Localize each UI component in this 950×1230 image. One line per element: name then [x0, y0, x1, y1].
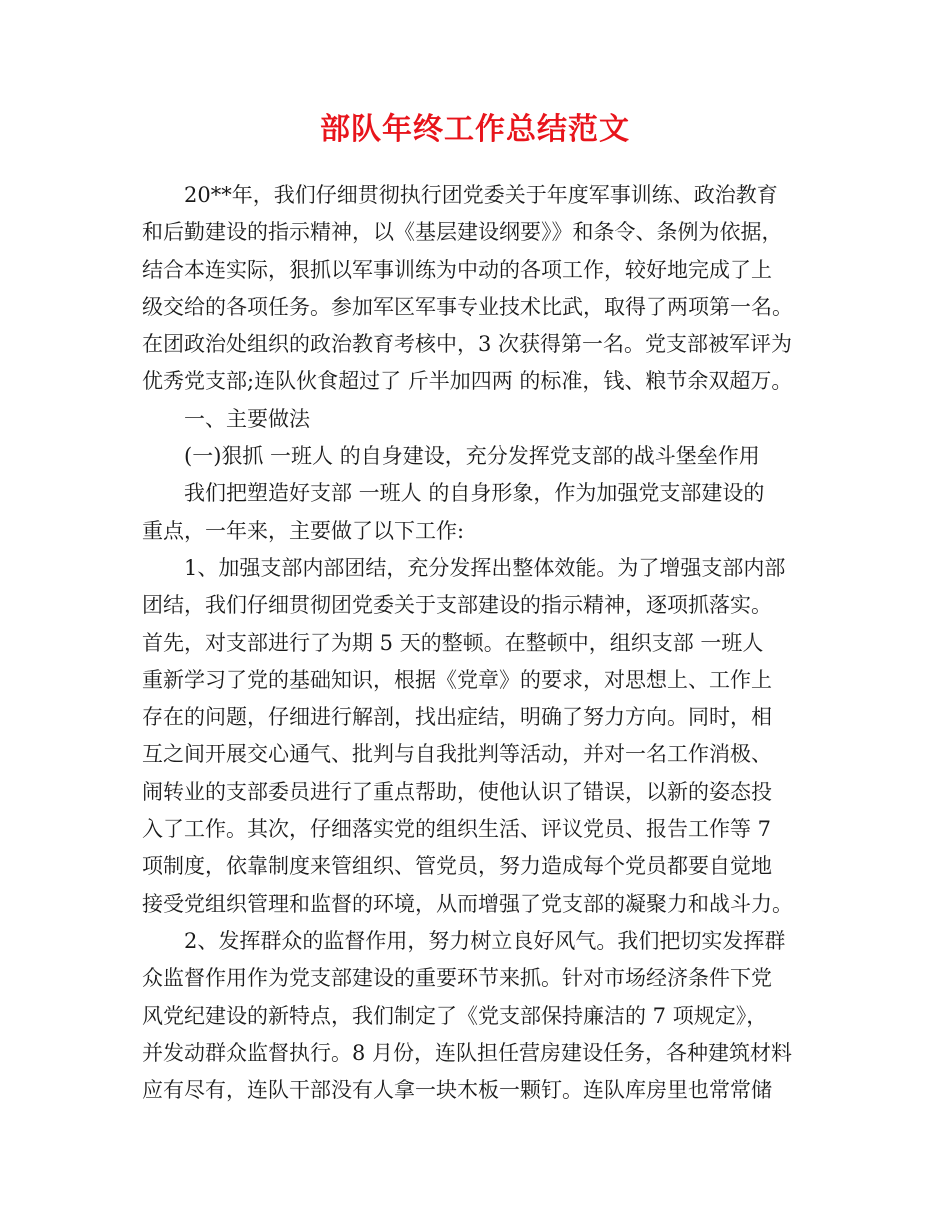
text-line: 重点，一年来，主要做了以下工作: [142, 518, 465, 543]
document-body [142, 177, 822, 1109]
text-line: 我们把塑造好支部 一班人 的自身形象，作为加强党支部建设的 [184, 481, 765, 506]
text-line: 互之间开展交心通气、批判与自我批判等活动，并对一名工作消极、 [142, 742, 772, 767]
text-line: 团结，我们仔细贯彻团党委关于支部建设的指示精神，逐项抓落实。 [142, 593, 772, 618]
text-line: 重新学习了党的基础知识，根据《党章》的要求，对思想上、工作上 [142, 667, 772, 692]
text-line: 优秀党支部;连队伙食超过了 斤半加四两 的标准，钱、粮节余双超万。 [142, 369, 793, 394]
text-line: (一)狠抓 一班人 的自身建设，充分发挥党支部的战斗堡垒作用 [184, 444, 760, 469]
text-line: 级交给的各项任务。参加军区军事专业技术比武，取得了两项第一名。 [142, 294, 793, 319]
text-line: 风党纪建设的新特点，我们制定了《党支部保持廉洁的 7 项规定》， [142, 1003, 768, 1028]
text-line: 闹转业的支部委员进行了重点帮助，使他认识了错误，以新的姿态投 [142, 779, 772, 804]
text-line: 入了工作。其次，仔细落实党的组织生活、评议党员、报告工作等 7 [142, 817, 772, 842]
text-line: 20**年，我们仔细贯彻执行团党委关于年度军事训练、政治教育 [184, 183, 778, 207]
text-line: 和后勤建设的指示精神，以《基层建设纲要》》和条令、条例为依据， [142, 220, 783, 245]
text-line: 一、主要做法 [184, 406, 310, 431]
text-line: 存在的问题，仔细进行解剖，找出症结，明确了努力方向。同时，相 [142, 705, 772, 730]
text-line: 1、加强支部内部团结，充分发挥出整体效能。为了增强支部内部 [184, 555, 786, 580]
text-line: 众监督作用作为党支部建设的重要环节来抓。针对市场经济条件下党 [142, 966, 772, 991]
text-line: 2、发挥群众的监督作用，努力树立良好风气。我们把切实发挥群 [184, 928, 786, 953]
text-line: 并发动群众监督执行。8 月份，连队担任营房建设任务，各种建筑材料 [142, 1040, 793, 1065]
text-line: 在团政治处组织的政治教育考核中，3 次获得第一名。党支部被军评为 [142, 332, 793, 357]
text-line: 项制度，依靠制度来管组织、管党员，努力造成每个党员都要自觉地 [142, 854, 772, 879]
document-title: 部队年终工作总结范文 [320, 112, 630, 147]
text-line: 结合本连实际，狠抓以军事训练为中动的各项工作，较好地完成了上 [142, 257, 772, 282]
text-line: 首先，对支部进行了为期 5 天的整顿。在整顿中，组织支部 一班人 [142, 630, 764, 655]
text-line: 接受党组织管理和监督的环境，从而增强了党支部的凝聚力和战斗力。 [142, 891, 793, 916]
text-line: 应有尽有，连队干部没有人拿一块木板一颗钉。连队库房里也常常储 [142, 1078, 772, 1103]
